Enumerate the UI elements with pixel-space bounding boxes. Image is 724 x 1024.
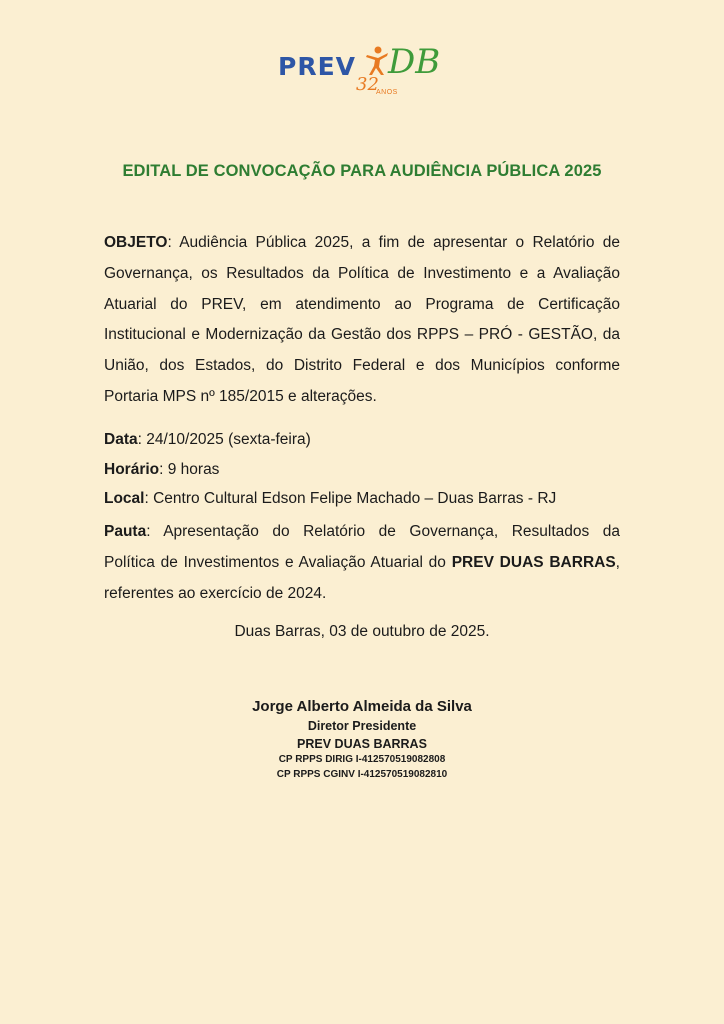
logo-years-text: 32 xyxy=(356,74,379,95)
local-value: : Centro Cultural Edson Felipe Machado – Duas Barras - RJ xyxy=(144,490,557,507)
local-label: Local xyxy=(104,490,145,507)
signatory-role: Diretor Presidente xyxy=(307,719,417,733)
objeto-line: OBJETO: Audiência Pública 2025, a fim de apresentar o Relatório de xyxy=(104,234,620,251)
pauta-line: Política de Investimentos e Avaliação Atuarial do PREV DUAS BARRAS, xyxy=(104,554,620,571)
horario-row xyxy=(104,455,620,485)
objeto-line: Governança, os Resultados da Política de Investimento e a Avaliação xyxy=(104,264,620,282)
logo-prev-text: PREV xyxy=(278,52,356,81)
event-details xyxy=(104,425,620,514)
pauta-paragraph xyxy=(104,517,620,610)
certification-cginv: CP RPPS CGINV I-412570519082810 xyxy=(276,769,448,780)
local-row xyxy=(104,484,620,514)
data-label: Data xyxy=(104,431,138,448)
date-place: Duas Barras, 03 de outubro de 2025. xyxy=(234,623,490,640)
logo-db-text: DB xyxy=(388,42,441,82)
prev-duas-barras-bold: PREV DUAS BARRAS xyxy=(451,554,616,571)
prevdb-logo xyxy=(278,40,450,102)
pauta-label: Pauta xyxy=(104,523,147,540)
objeto-label: OBJETO xyxy=(104,234,168,251)
certification-dirig: CP RPPS DIRIG I-412570519082808 xyxy=(278,754,446,765)
signatory-name: Jorge Alberto Almeida da Silva xyxy=(252,698,472,715)
objeto-line: Portaria MPS nº 185/2015 e alterações. xyxy=(104,387,377,405)
signatory-org: PREV DUAS BARRAS xyxy=(297,737,427,751)
data-row xyxy=(104,425,620,455)
horario-value: : 9 horas xyxy=(159,460,220,478)
person-figure-icon xyxy=(364,46,390,76)
data-value: : 24/10/2025 (sexta-feira) xyxy=(137,431,311,448)
objeto-line: Atuarial do PREV, em atendimento ao Programa de Certificação xyxy=(104,295,620,313)
pauta-line: referentes ao exercício de 2024. xyxy=(104,585,327,602)
objeto-line: Institucional e Modernização da Gestão dos RPPS – PRÓ - GESTÃO, da xyxy=(104,326,620,344)
objeto-line: União, dos Estados, do Distrito Federal e dos Municípios conforme xyxy=(104,357,620,375)
pauta-line: Pauta: Apresentação do Relatório de Governança, Resultados da xyxy=(104,523,620,540)
document-title: EDITAL DE CONVOCAÇÃO PARA AUDIÊNCIA PÚBLICA 2025 xyxy=(122,162,602,180)
logo-anos-text: ANOS xyxy=(376,89,398,96)
objeto-paragraph xyxy=(104,228,620,413)
horario-label: Horário xyxy=(104,460,160,478)
